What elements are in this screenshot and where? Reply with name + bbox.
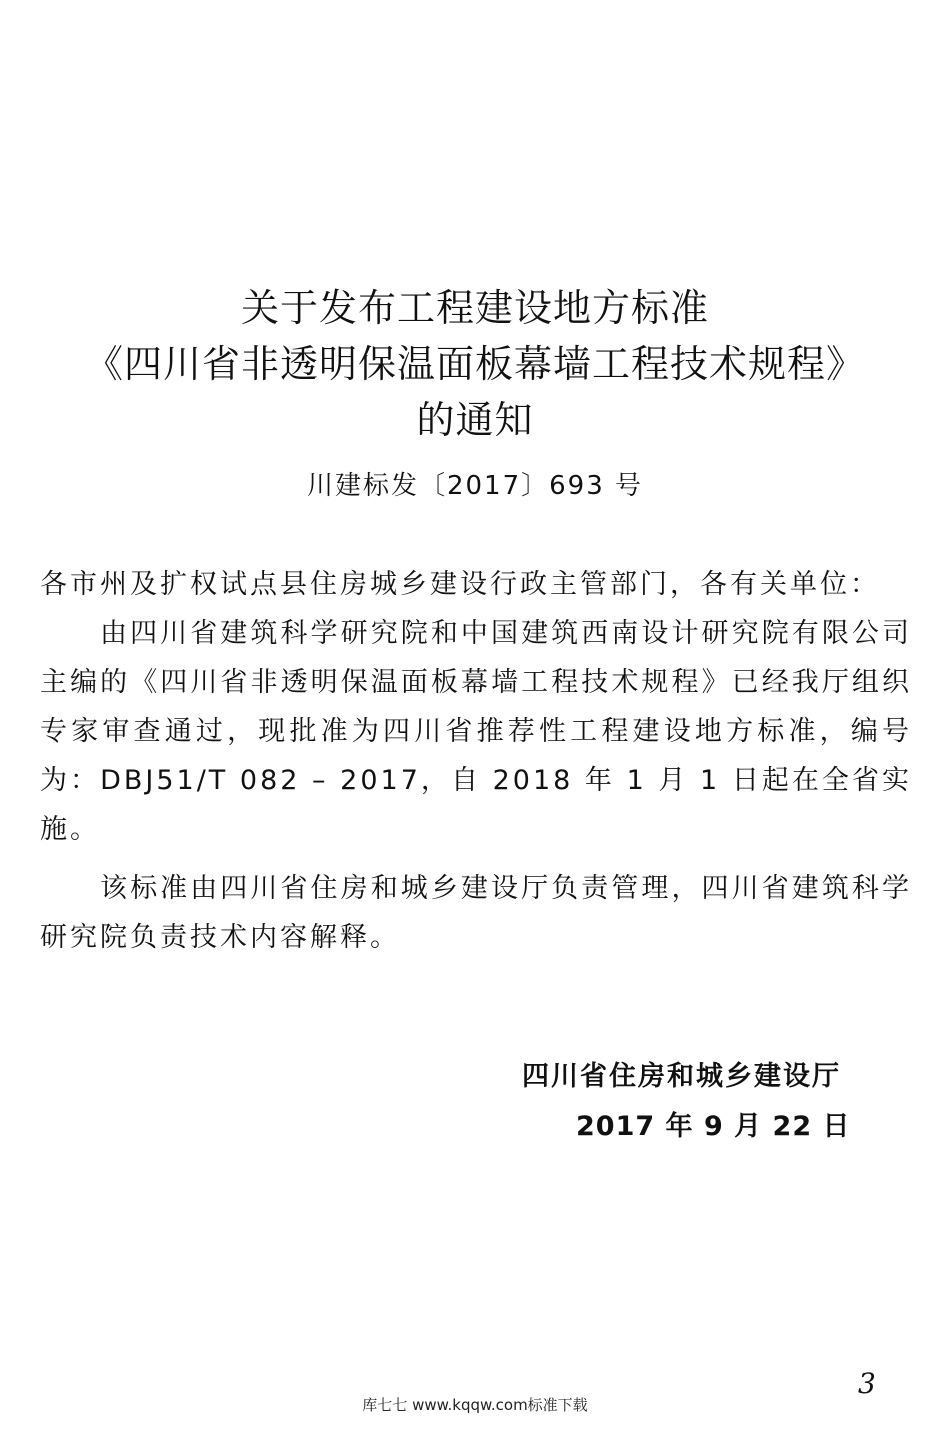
- notice-body: [40, 560, 912, 962]
- notice-title: [0, 280, 950, 448]
- footer-watermark: 库七七 www.kqqw.com标准下载: [362, 1396, 588, 1414]
- body-paragraph-1: 由四川省建筑科学研究院和中国建筑西南设计研究院有限公司主编的《四川省非透明保温面板幕墙工程技术规程》已经我厅组织专家审查通过，现批准为四川省推荐性工程建设地方标准，编号为：DBJ51/T 082 – 2017，自 2018 年 1 月 1 日起在全省实施。: [40, 618, 912, 845]
- body-paragraph-2: 该标准由四川省住房和城乡建设厅负责管理，四川省建筑科学研究院负责技术内容解释。: [40, 873, 912, 953]
- title-line-1: 关于发布工程建设地方标准: [240, 286, 709, 330]
- title-line-3: 的通知: [416, 398, 534, 442]
- page-number: 3: [858, 1367, 876, 1400]
- title-line-2: 《四川省非透明保温面板幕墙工程技术规程》: [84, 342, 865, 386]
- addressee-line: 各市州及扩权试点县住房城乡建设行政主管部门，各有关单位：: [40, 569, 880, 600]
- issuing-organization: 四川省住房和城乡建设厅: [522, 1061, 841, 1092]
- issue-date: 2017 年 9 月 22 日: [576, 1111, 851, 1142]
- document-number: 川建标发〔2017〕693 号: [306, 471, 644, 501]
